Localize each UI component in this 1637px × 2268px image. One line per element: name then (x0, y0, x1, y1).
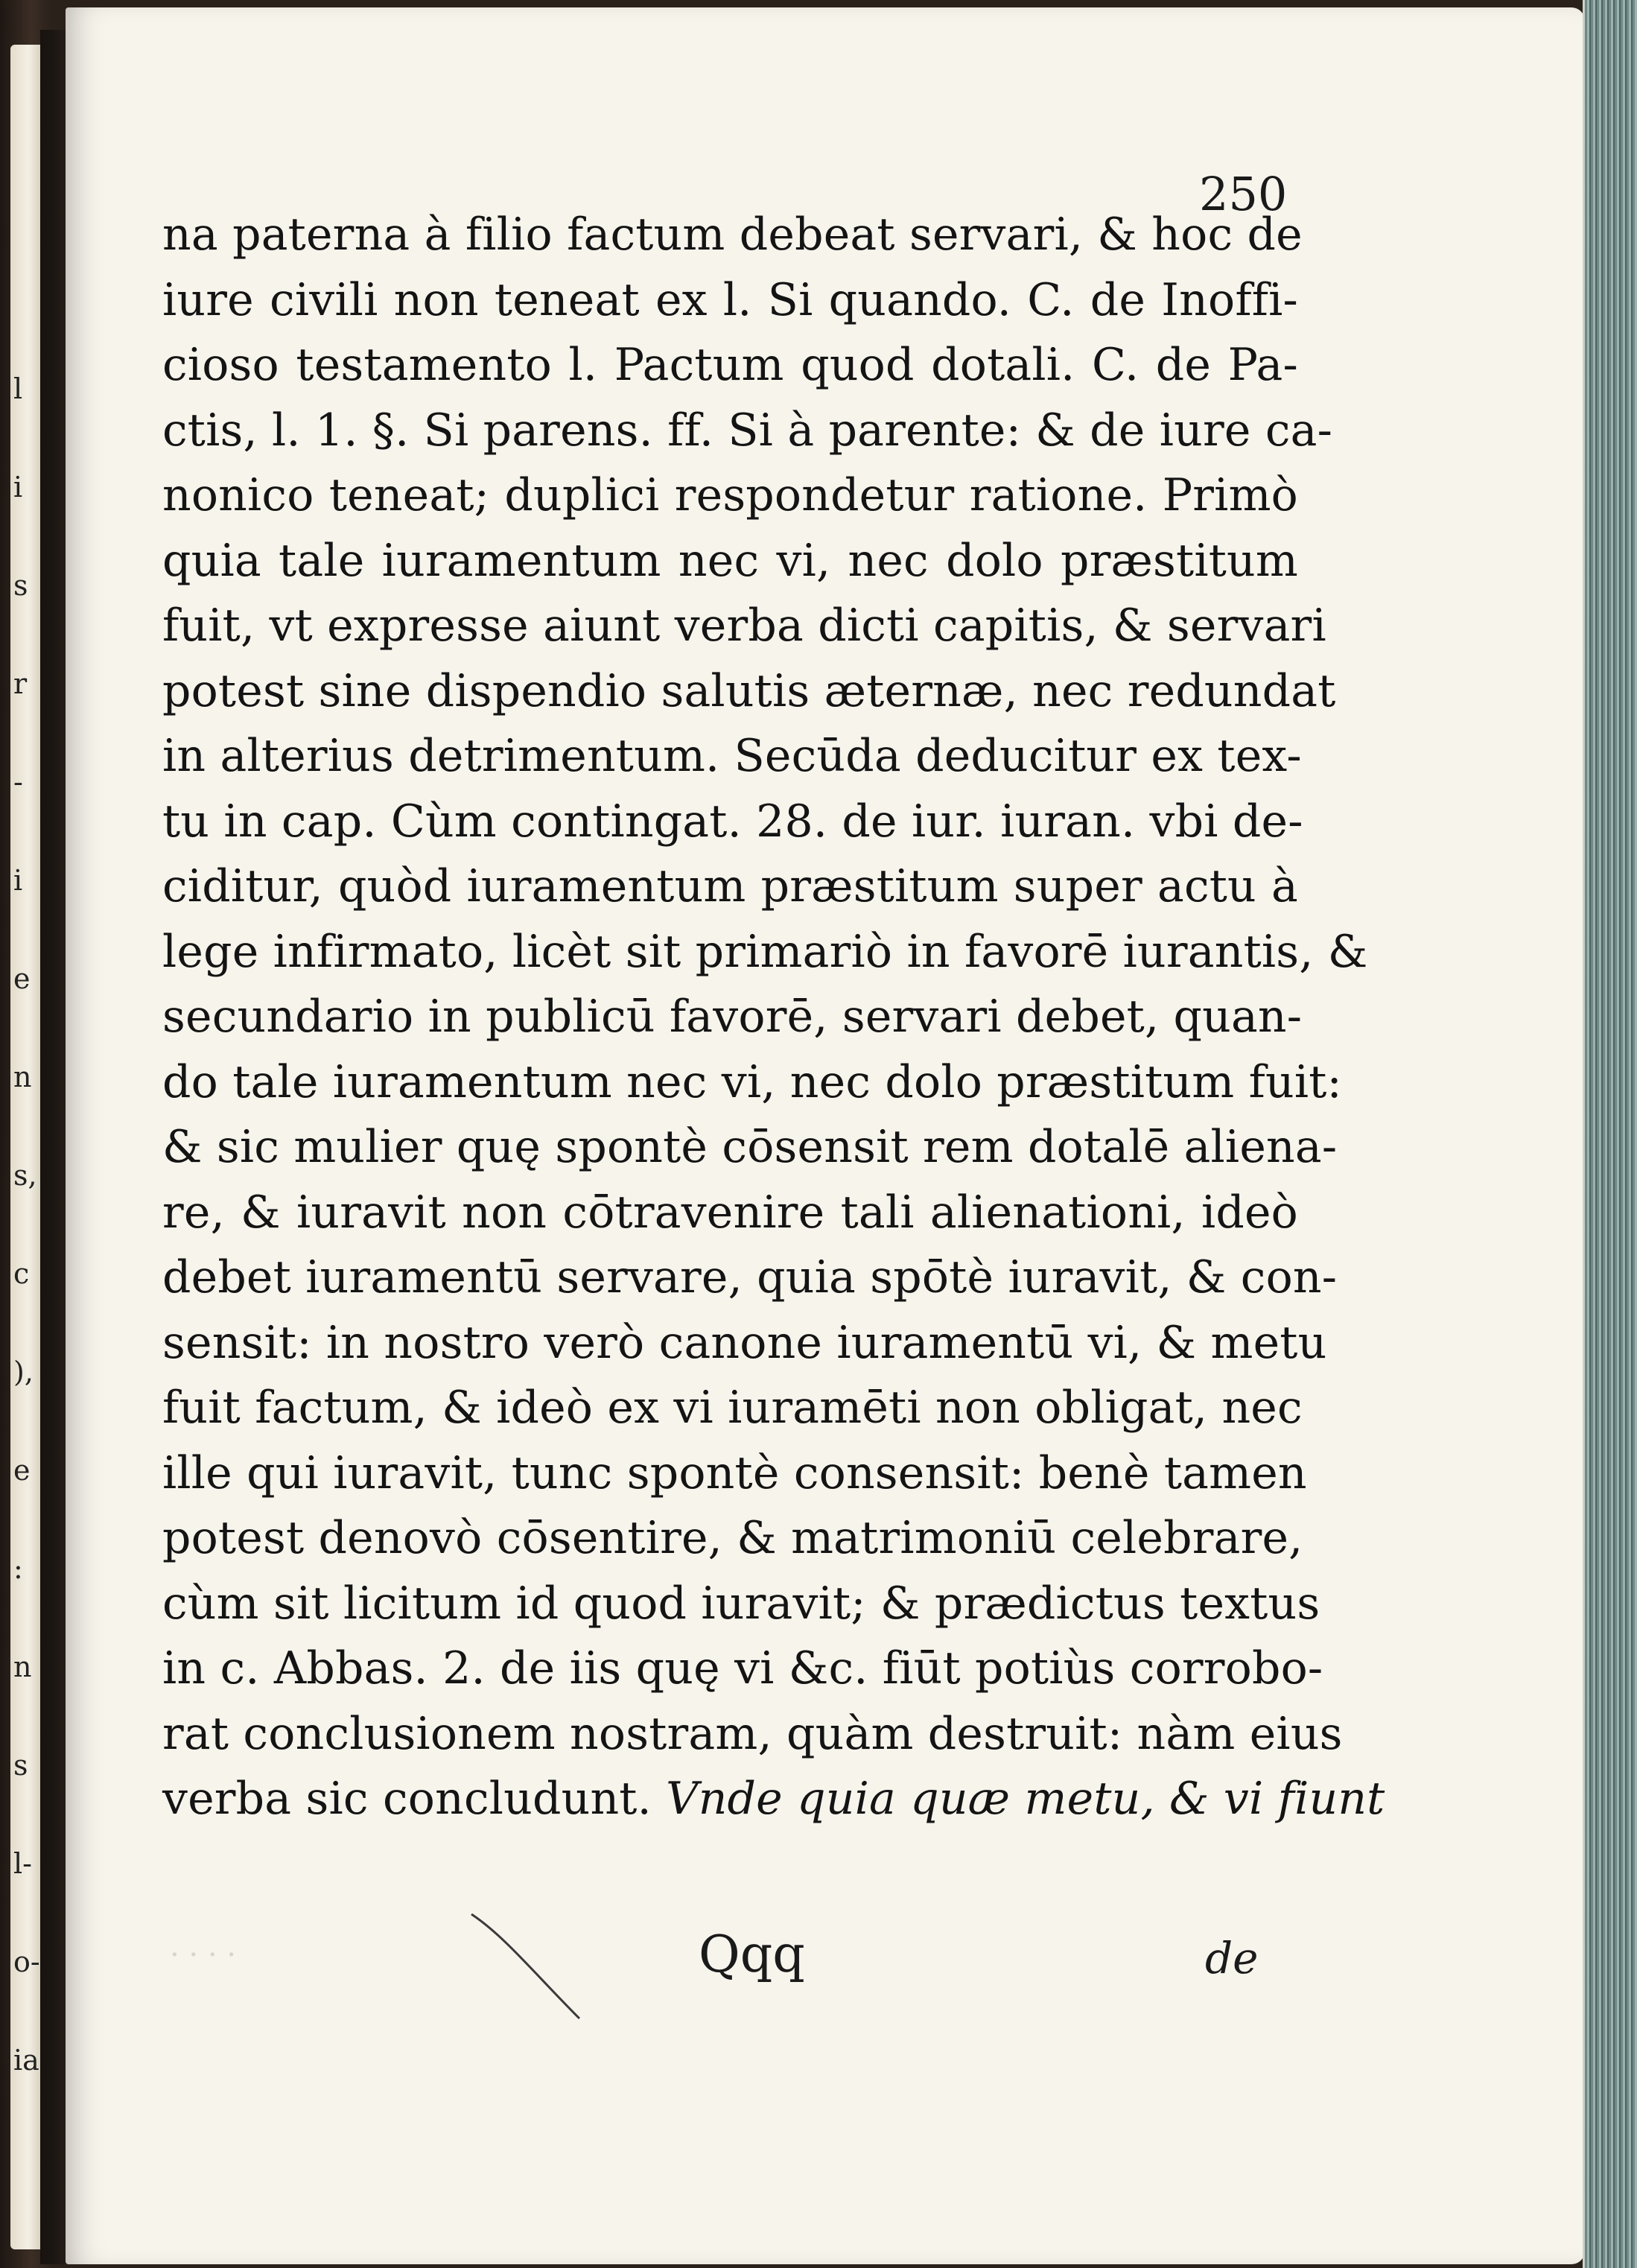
text-line: iure civili non teneat ex l. Si quando. C. de Inoffi- (162, 273, 1298, 326)
text-line: in alterius detrimentum. Secūda deducitur ex tex- (162, 730, 1302, 782)
facing-page-glyph: : (13, 1552, 23, 1585)
pen-stroke-mark (468, 1907, 587, 2026)
text-line: potest sine dispendio salutis æternæ, nec redundat (162, 664, 1336, 717)
facing-page-glyph: n (13, 1061, 32, 1093)
text-line: tu in cap. Cùm contingat. 28. de iur. iuran. vbi de- (162, 795, 1303, 848)
text-line: ille qui iuravit, tunc spontè consensit: benè tamen (162, 1446, 1307, 1499)
text-line-last-italic: Vnde quia quæ metu, & vi fiunt (666, 1773, 1385, 1825)
text-line: cùm sit licitum id quod iuravit; & prædictus textus (162, 1577, 1320, 1630)
facing-page-glyph: i (13, 864, 23, 897)
text-line: debet iuramentū servare, quia spōtè iuravit, & con- (162, 1251, 1338, 1303)
facing-page-glyph: e (13, 962, 31, 995)
text-line: do tale iuramentum nec vi, nec dolo præstitum fuit: (162, 1055, 1342, 1108)
book-page (66, 7, 1585, 2264)
text-line-last (162, 1767, 1385, 1832)
text-line: cioso testamento l. Pactum quod dotali. C. de Pa- (162, 339, 1298, 391)
text-line: ctis, l. 1. §. Si parens. ff. Si à parente: & de iure ca- (162, 404, 1333, 457)
text-line: ciditur, quòd iuramentum præstitum super actu à (162, 860, 1298, 912)
text-line: in c. Abbas. 2. de iis quę vi &c. fiūt potiùs corrobo- (162, 1642, 1323, 1694)
text-line: secundario in publicū favorē, servari debet, quan- (162, 991, 1303, 1043)
text-line: rat conclusionem nostram, quàm destruit: nàm eius (162, 1707, 1343, 1760)
book-fore-edge (1585, 0, 1637, 2268)
facing-page-glyph: s, (13, 1159, 37, 1192)
facing-page-edge (10, 45, 40, 2249)
facing-page-glyph: i (13, 471, 23, 504)
facing-page-glyph: s (13, 1749, 28, 1782)
catchword: de (1205, 1933, 1259, 1983)
facing-page-glyph: - (13, 766, 23, 798)
text-line: quia tale iuramentum nec vi, nec dolo præstitum (162, 534, 1298, 587)
text-line: lege infirmato, licèt sit primariò in favorē iurantis, & (162, 925, 1368, 978)
facing-page-glyph: n (13, 1651, 32, 1683)
page-number: 250 (1199, 167, 1288, 221)
text-line: sensit: in nostro verò canone iuramentū vi, & metu (162, 1316, 1327, 1369)
text-line: fuit factum, & ideò ex vi iuramēti non obligat, nec (162, 1382, 1303, 1434)
show-through-marks: . . . . (170, 1929, 237, 1963)
facing-page-glyph: o- (13, 1945, 40, 1978)
signature-mark: Qqq (699, 1925, 805, 1984)
text-line: re, & iuravit non cōtravenire tali alienationi, ideò (162, 1186, 1298, 1239)
facing-page-glyph: l (13, 372, 23, 405)
text-line: nonico teneat; duplici respondetur ratione. Primò (162, 469, 1298, 521)
text-line: fuit, vt expresse aiunt verba dicti capitis, & servari (162, 600, 1326, 652)
facing-page-glyph: ), (13, 1356, 34, 1388)
facing-page-glyph: r (13, 667, 28, 700)
facing-page-glyph: ia (13, 2044, 39, 2077)
text-line: na paterna à filio factum debeat servari, & hoc de (162, 209, 1303, 261)
text-line-last-roman: verba sic concludunt. (162, 1773, 652, 1825)
facing-page-glyph: c (13, 1257, 30, 1290)
text-line: potest denovò cōsentire, & matrimoniū celebrare, (162, 1512, 1303, 1564)
text-line: & sic mulier quę spontè cōsensit rem dotalē aliena- (162, 1121, 1338, 1173)
facing-page-glyph: e (13, 1454, 31, 1487)
text-block (162, 203, 1385, 1832)
facing-page-glyph: l- (13, 1847, 32, 1880)
facing-page-glyph: s (13, 569, 28, 602)
